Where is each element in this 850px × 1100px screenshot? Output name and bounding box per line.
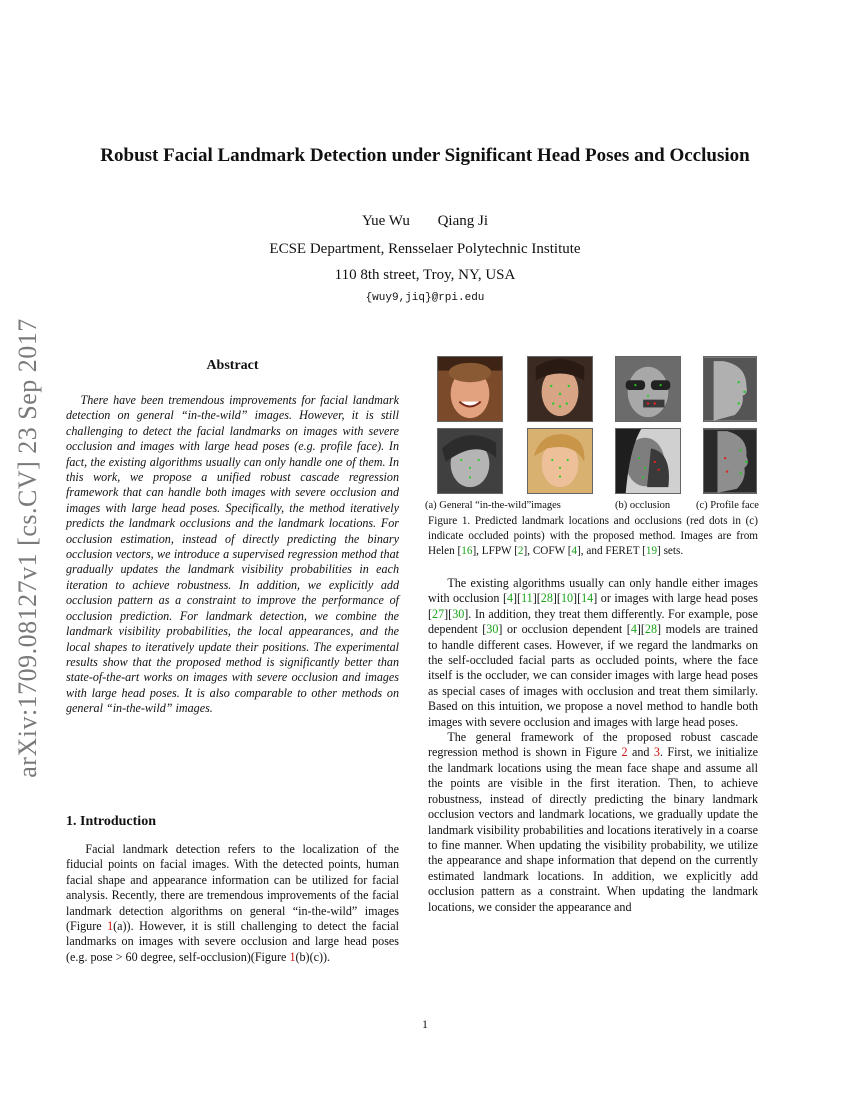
text-run: Facial landmark detection refers to the localization of the fiducial points on facial images. With the detected points, human facial shape and appearance information can be utilized for facial analysis. Recently, there are tremendous improvements of the facial landmark detection algorithms on general “in-the-wild” images (Figure bbox=[66, 842, 399, 934]
text-run: The existing algorithms usually can only handle either images with occlusion [ bbox=[428, 576, 758, 606]
figure-link[interactable]: 1 bbox=[107, 919, 114, 934]
face-photo-4 bbox=[704, 357, 756, 421]
text-run: Figure 1. Predicted landmark locations and occlusions (red dots in (c) indicate occluded points) with the proposed method. Images are from Helen [ bbox=[428, 515, 758, 557]
citation-link[interactable]: 28 bbox=[644, 622, 658, 637]
citation-link[interactable]: 16 bbox=[461, 545, 473, 557]
citation-link[interactable]: 4 bbox=[506, 591, 514, 606]
text-run: ], COFW [ bbox=[523, 545, 572, 557]
figure-link[interactable]: 2 bbox=[621, 745, 628, 760]
subcaption-b: (b) occlusion bbox=[615, 500, 671, 511]
face-image-hand-occlusion bbox=[615, 428, 681, 494]
text-run: ]. In addition, they treat them differently. For example, pose dependent [ bbox=[428, 606, 758, 637]
author-email: {wuy9,jiq}@rpi.edu bbox=[365, 292, 485, 304]
face-photo-2 bbox=[528, 357, 592, 421]
citation-link[interactable]: 4 bbox=[630, 622, 637, 637]
body-paragraph-1 bbox=[428, 576, 758, 730]
right-column-body bbox=[428, 576, 758, 915]
text-run: (a)). However, it is still challenging to detect the facial landmarks on images with severe occlusion and large head poses (e.g. pose > 60 degree, self-occlusion)(Figure bbox=[66, 919, 399, 964]
author-1: Yue Wu bbox=[361, 213, 410, 229]
text-run: (b)(c)). bbox=[295, 949, 331, 964]
face-photo-7 bbox=[616, 429, 680, 493]
text-run: ][ bbox=[444, 606, 453, 621]
citation-link[interactable]: 14 bbox=[581, 591, 594, 606]
abstract-heading: Abstract bbox=[206, 358, 259, 373]
text-run: ][ bbox=[513, 591, 522, 606]
section-heading-introduction: 1. Introduction bbox=[66, 814, 156, 829]
text-run: . First, we initialize the landmark locations using the mean face shape and assume all the points are visible in the first iteration. Then, to achieve robustness, instead of directly predicting the binary landmark occlusion vectors and landmark locations, we gradually update the landmark visibility probabilities and locations iteratively in a coarse to fine manner. When updating the visibility probability, we utilize the appearance and shape information that depend on the currently estimated landmark locations. In addition, we explicitly add occlusion pattern as a constraint. When updating the landmark locations, we consider the appearance and bbox=[428, 745, 758, 914]
face-image-blonde-woman bbox=[527, 428, 593, 494]
text-run: and bbox=[627, 745, 654, 760]
citation-link[interactable]: 10 bbox=[560, 591, 574, 606]
text-run: ][ bbox=[636, 622, 645, 637]
abstract-body bbox=[66, 393, 399, 717]
abstract-paragraph: There have been tremendous improvements for facial landmark detection on general “in-the-wild” images. However, it is still challenging to detect the facial landmarks on images with severe occlusion and images with large head poses (e.g. profile face). In fact, the existing algorithms usually can only handle one of them. In this work, we propose a unified robust cascade regression framework that can handle both images with severe occlusion and images with large head poses. Specifically, the method iteratively predicts the landmark occlusions and the landmark locations. For occlusion estimation, instead of directly predicting the binary occlusion vectors, we introduce a supervised regression method that gradually updates the landmark visibility probabilities in each iteration to achieve robustness. In addition, we explicitly add occlusion pattern as a constraint to improve the performance of occlusion prediction. For landmark detection, we combine the landmark visibility probabilities, the local appearances, and the local shapes to iteratively update their positions. The experimental results show that the proposed method is significantly better than state-of-the-art works on images with severe occlusion and images with large head poses. It is also comparable to other methods on general “in-the-wild” images. bbox=[66, 393, 399, 716]
citation-link[interactable]: 19 bbox=[645, 545, 658, 557]
text-run: ] or occlusion dependent [ bbox=[498, 622, 631, 637]
affiliation: ECSE Department, Rensselaer Polytechnic Institute bbox=[269, 241, 581, 257]
citation-link[interactable]: 28 bbox=[540, 591, 553, 606]
figure-1-images bbox=[437, 356, 757, 496]
text-run: ][ bbox=[573, 591, 582, 606]
text-run: ] models are trained to handle different cases. However, if we regard the landmarks on the self-occluded facial parts as occluded points, where the face itself is the occluder, we can consider images with large head poses as special cases of images with occlusion and treat them similarly. Based on this intuition, we propose a novel method to handle both images with severe occlusion and images with large head poses. bbox=[428, 622, 758, 729]
face-image-glasses-occlusion bbox=[615, 356, 681, 422]
arxiv-stamp bbox=[2, 288, 54, 808]
face-image-bw-woman bbox=[437, 428, 503, 494]
figure-1-caption bbox=[428, 514, 758, 559]
face-photo-3 bbox=[616, 357, 680, 421]
body-paragraph-2 bbox=[428, 730, 758, 915]
text-run: ][ bbox=[552, 591, 561, 606]
text-run: ], LFPW [ bbox=[472, 545, 518, 557]
citation-link[interactable]: 27 bbox=[432, 606, 445, 621]
subcaption-c: (c) Profile face bbox=[696, 500, 759, 511]
face-photo-6 bbox=[528, 429, 592, 493]
citation-link[interactable]: 30 bbox=[486, 622, 499, 637]
face-photo-8 bbox=[704, 429, 756, 493]
citation-link[interactable]: 2 bbox=[517, 545, 524, 557]
face-photo-5 bbox=[438, 429, 502, 493]
text-run: The general framework of the proposed robust cascade regression method is shown in Figure bbox=[428, 730, 758, 760]
address: 110 8th street, Troy, NY, USA bbox=[334, 267, 516, 283]
text-run: ] or images with large head poses [ bbox=[428, 591, 758, 621]
intro-paragraph bbox=[66, 842, 399, 965]
page-number: 1 bbox=[422, 1017, 428, 1031]
introduction-body bbox=[66, 842, 399, 965]
citation-link[interactable]: 11 bbox=[521, 591, 533, 606]
face-image-profile-1 bbox=[703, 356, 757, 422]
citation-link[interactable]: 4 bbox=[571, 545, 578, 557]
author-2: Qiang Ji bbox=[437, 213, 489, 229]
face-image-smiling-woman bbox=[527, 356, 593, 422]
face-image-helen-boy bbox=[437, 356, 503, 422]
figure-link[interactable]: 1 bbox=[289, 949, 296, 964]
paper-title: Robust Facial Landmark Detection under Significant Head Poses and Occlusion bbox=[100, 145, 750, 166]
text-run: ], and FERET [ bbox=[577, 545, 646, 557]
author-list bbox=[0, 213, 850, 230]
text-run: ] sets. bbox=[657, 545, 684, 557]
face-image-profile-2 bbox=[703, 428, 757, 494]
text-run: ][ bbox=[532, 591, 541, 606]
citation-link[interactable]: 30 bbox=[452, 606, 465, 621]
subcaption-a: (a) General “in-the-wild”images bbox=[425, 500, 561, 511]
arxiv-stamp-text: arXiv:1709.08127v1 [cs.CV] 23 Sep 2017 bbox=[13, 318, 43, 778]
figure-link[interactable]: 3 bbox=[653, 745, 660, 760]
face-photo-1 bbox=[438, 357, 502, 421]
